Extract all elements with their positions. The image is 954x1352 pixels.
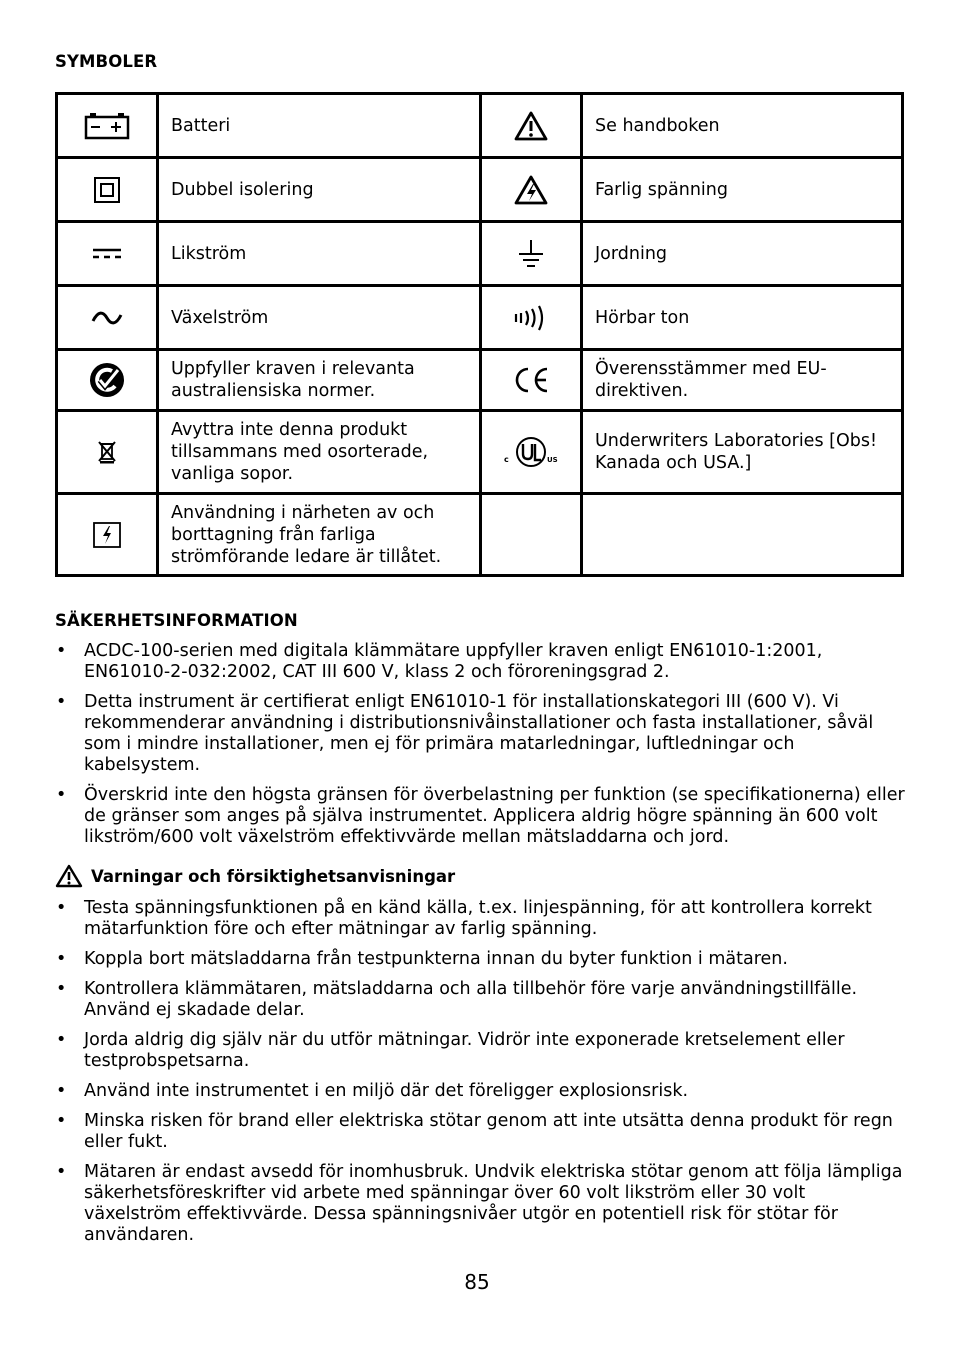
symbol-label: Batteri <box>158 94 481 158</box>
ul-mark-icon <box>504 436 558 468</box>
page-number: 85 <box>464 1270 490 1294</box>
bullet: • <box>56 692 67 712</box>
list-item-text: Minska risken för brand eller elektriska stötar genom att inte utsätta denna produkt för regn eller fukt. <box>84 1111 893 1152</box>
symbol-label: Hörbar ton <box>582 286 903 350</box>
safety-heading: SÄKERHETSINFORMATION <box>55 611 298 630</box>
list-item-text: Koppla bort mätsladdarna från testpunkterna innan du byter funktion i mätaren. <box>84 949 788 969</box>
symbol-label: Se handboken <box>582 94 903 158</box>
warning-list <box>55 898 905 1255</box>
symbols-table <box>55 92 904 577</box>
bullet: • <box>56 949 67 969</box>
ce-mark-icon <box>511 365 551 395</box>
list-item <box>55 979 905 1021</box>
symbol-label: Överensstämmer med EU-direktiven. <box>582 350 903 411</box>
list-item-text: Överskrid inte den högsta gränsen för överbelastning per funktion (se specifikationerna) eller de gränser som anges på själva instrumentet. Applicera aldrig högre spänning än 600 volt likström/600 volt växelström effektivvärde mellan mätsladdarna och jord. <box>84 785 905 847</box>
list-item <box>55 1111 905 1153</box>
symbol-label: Underwriters Laboratories [Obs! Kanada och USA.] <box>582 411 903 494</box>
symbol-icon-cell <box>57 158 158 222</box>
symbol-label: Farlig spänning <box>582 158 903 222</box>
list-item <box>55 1081 905 1102</box>
live-conductor-icon <box>92 521 122 549</box>
bullet: • <box>56 898 67 918</box>
list-item-text: Detta instrument är certifierat enligt EN61010-1 för installationskategori III (600 V). Vi rekommenderar användning i distributionsnivåinstallationer och fasta installationer, såväl som i mindre installationer, men ej för primära matarledningar, luftledningar och kabelsystem. <box>84 692 874 775</box>
symbol-label: Uppfyller kraven i relevanta australiensiska normer. <box>158 350 481 411</box>
symbol-icon-cell <box>481 222 582 286</box>
table-row <box>57 94 903 158</box>
warnings-heading <box>55 864 455 888</box>
table-row <box>57 286 903 350</box>
symbol-label: Likström <box>158 222 481 286</box>
weee-bin-icon <box>97 440 117 464</box>
bullet: • <box>56 641 67 661</box>
empty-cell <box>582 494 903 576</box>
symbols-heading: SYMBOLER <box>55 52 158 71</box>
list-item <box>55 641 905 683</box>
list-item <box>55 1030 905 1072</box>
symbol-icon-cell <box>481 286 582 350</box>
symbol-icon-cell <box>481 350 582 411</box>
symbol-label: Jordning <box>582 222 903 286</box>
list-item <box>55 1162 905 1246</box>
symbol-icon-cell <box>57 94 158 158</box>
symbol-label: Användning i närheten av och borttagning från farliga strömförande ledare är tillåtet. <box>158 494 481 576</box>
double-insulation-icon <box>93 176 121 204</box>
symbol-icon-cell <box>481 94 582 158</box>
symbol-label: Avyttra inte denna produkt tillsammans med osorterade, vanliga sopor. <box>158 411 481 494</box>
svg-text:US: US <box>547 456 558 464</box>
list-item <box>55 785 905 848</box>
audible-tone-icon <box>513 304 549 332</box>
bullet: • <box>56 979 67 999</box>
list-item-text: Jorda aldrig dig själv när du utför mätningar. Vidrör inte exponerade kretselement eller testprobspetsarna. <box>84 1030 845 1071</box>
list-item <box>55 949 905 970</box>
table-row <box>57 494 903 576</box>
list-item <box>55 898 905 940</box>
safety-list <box>55 641 905 857</box>
symbol-label: Dubbel isolering <box>158 158 481 222</box>
symbol-icon-cell <box>57 222 158 286</box>
symbol-label: Växelström <box>158 286 481 350</box>
symbol-icon-cell <box>57 411 158 494</box>
warnings-heading-text: Varningar och försiktighetsanvisningar <box>91 866 456 886</box>
table-row <box>57 158 903 222</box>
symbol-icon-cell <box>57 350 158 411</box>
bullet: • <box>56 1081 67 1101</box>
warning-triangle-icon <box>514 111 548 141</box>
bullet: • <box>56 785 67 805</box>
list-item-text: Mätaren är endast avsedd för inomhusbruk. Undvik elektriska stötar genom att följa lämpliga säkerhetsföreskrifter vid arbete med spänningar över 60 volt likström eller 30 volt växelström effektivvärde. Dessa spänningsnivåer utgör en potentiell risk för stötar för användaren. <box>84 1162 903 1245</box>
table-row <box>57 222 903 286</box>
symbol-icon-cell <box>481 411 582 494</box>
battery-icon <box>84 112 130 140</box>
dangerous-voltage-icon <box>514 175 548 205</box>
warning-triangle-icon <box>55 864 83 888</box>
list-item-text: Testa spänningsfunktionen på en känd källa, t.ex. linjespänning, för att kontrollera korrekt mätarfunktion före och efter mätningar av farlig spänning. <box>84 898 872 939</box>
list-item-text: Kontrollera klämmätaren, mätsladdarna och alla tillbehör före varje användningstillfälle. Använd ej skadade delar. <box>84 979 858 1020</box>
c-tick-icon <box>89 362 125 398</box>
list-item-text: Använd inte instrumentet i en miljö där det föreligger explosionsrisk. <box>84 1081 689 1101</box>
ac-current-icon <box>91 310 123 326</box>
dc-current-icon <box>92 247 122 261</box>
symbol-icon-cell <box>57 494 158 576</box>
symbol-icon-cell <box>481 158 582 222</box>
bullet: • <box>56 1030 67 1050</box>
symbol-icon-cell <box>57 286 158 350</box>
list-item <box>55 692 905 776</box>
table-row <box>57 411 903 494</box>
bullet: • <box>56 1162 67 1182</box>
bullet: • <box>56 1111 67 1131</box>
list-item-text: ACDC-100-serien med digitala klämmätare uppfyller kraven enligt EN61010-1:2001, EN61010-2-032:2002, CAT III 600 V, klass 2 och föroreningsgrad 2. <box>84 641 823 682</box>
svg-text:c: c <box>504 455 509 464</box>
table-row <box>57 350 903 411</box>
empty-cell <box>481 494 582 576</box>
ground-icon <box>517 239 545 269</box>
